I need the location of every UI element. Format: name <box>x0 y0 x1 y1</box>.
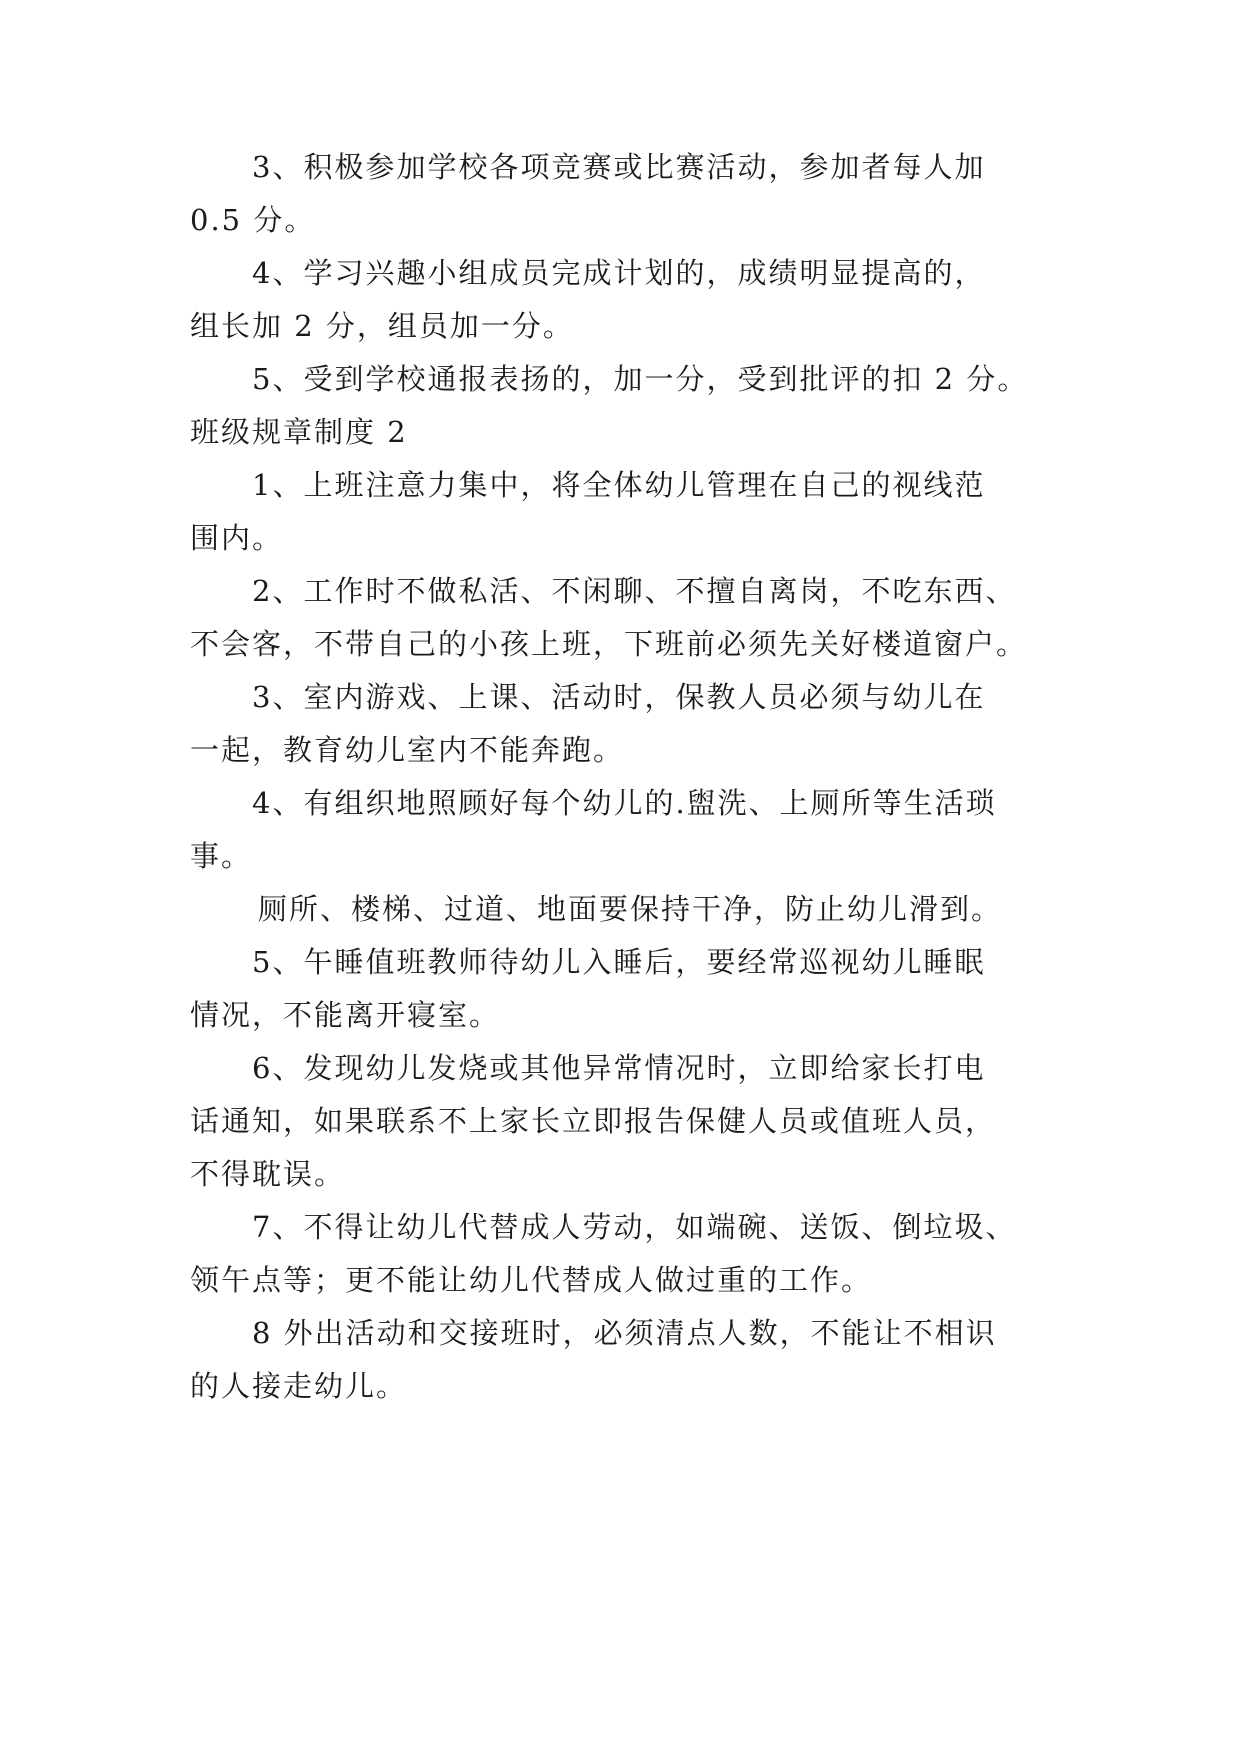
paragraph-line: 7、不得让幼儿代替成人劳动，如端碗、送饭、倒垃圾、 <box>252 1210 1017 1244</box>
section-heading: 班级规章制度 2 <box>190 415 408 449</box>
paragraph-line: 事。 <box>190 839 253 873</box>
paragraph-line: 0.5 分。 <box>190 203 316 237</box>
paragraph-line: 围内。 <box>190 521 284 555</box>
paragraph-line: 情况，不能离开寝室。 <box>190 998 501 1032</box>
paragraph-line: 8 外出活动和交接班时，必须清点人数，不能让不相识 <box>252 1316 997 1350</box>
paragraph-line: 的人接走幼儿。 <box>190 1369 408 1403</box>
paragraph-line: 3、室内游戏、上课、活动时，保教人员必须与幼儿在 <box>252 680 986 714</box>
paragraph-line: 6、发现幼儿发烧或其他异常情况时，立即给家长打电 <box>252 1051 986 1085</box>
paragraph-line: 3、积极参加学校各项竞赛或比赛活动，参加者每人加 <box>252 150 986 184</box>
paragraph-line: 话通知，如果联系不上家长立即报告保健人员或值班人员， <box>190 1104 997 1138</box>
paragraph-line: 一起，教育幼儿室内不能奔跑。 <box>190 733 625 767</box>
paragraph-line: 厕所、楼梯、过道、地面要保持干净，防止幼儿滑到。 <box>258 892 1003 926</box>
paragraph-line: 组长加 2 分，组员加一分。 <box>190 309 574 343</box>
paragraph-line: 领午点等；更不能让幼儿代替成人做过重的工作。 <box>190 1263 873 1297</box>
paragraph-line: 5、午睡值班教师待幼儿入睡后，要经常巡视幼儿睡眠 <box>252 945 986 979</box>
paragraph-line: 4、有组织地照顾好每个幼儿的.盥洗、上厕所等生活琐 <box>252 786 997 820</box>
paragraph-line: 不得耽误。 <box>190 1157 346 1191</box>
paragraph-line: 5、受到学校通报表扬的，加一分，受到批评的扣 2 分。 <box>252 362 1029 396</box>
paragraph-line: 1、上班注意力集中，将全体幼儿管理在自己的视线范 <box>252 468 986 502</box>
paragraph-line: 2、工作时不做私活、不闲聊、不擅自离岗，不吃东西、 <box>252 574 1017 608</box>
paragraph-line: 4、学习兴趣小组成员完成计划的，成绩明显提高的， <box>252 256 986 290</box>
paragraph-line: 不会客，不带自己的小孩上班，下班前必须先关好楼道窗户。 <box>190 627 1028 661</box>
